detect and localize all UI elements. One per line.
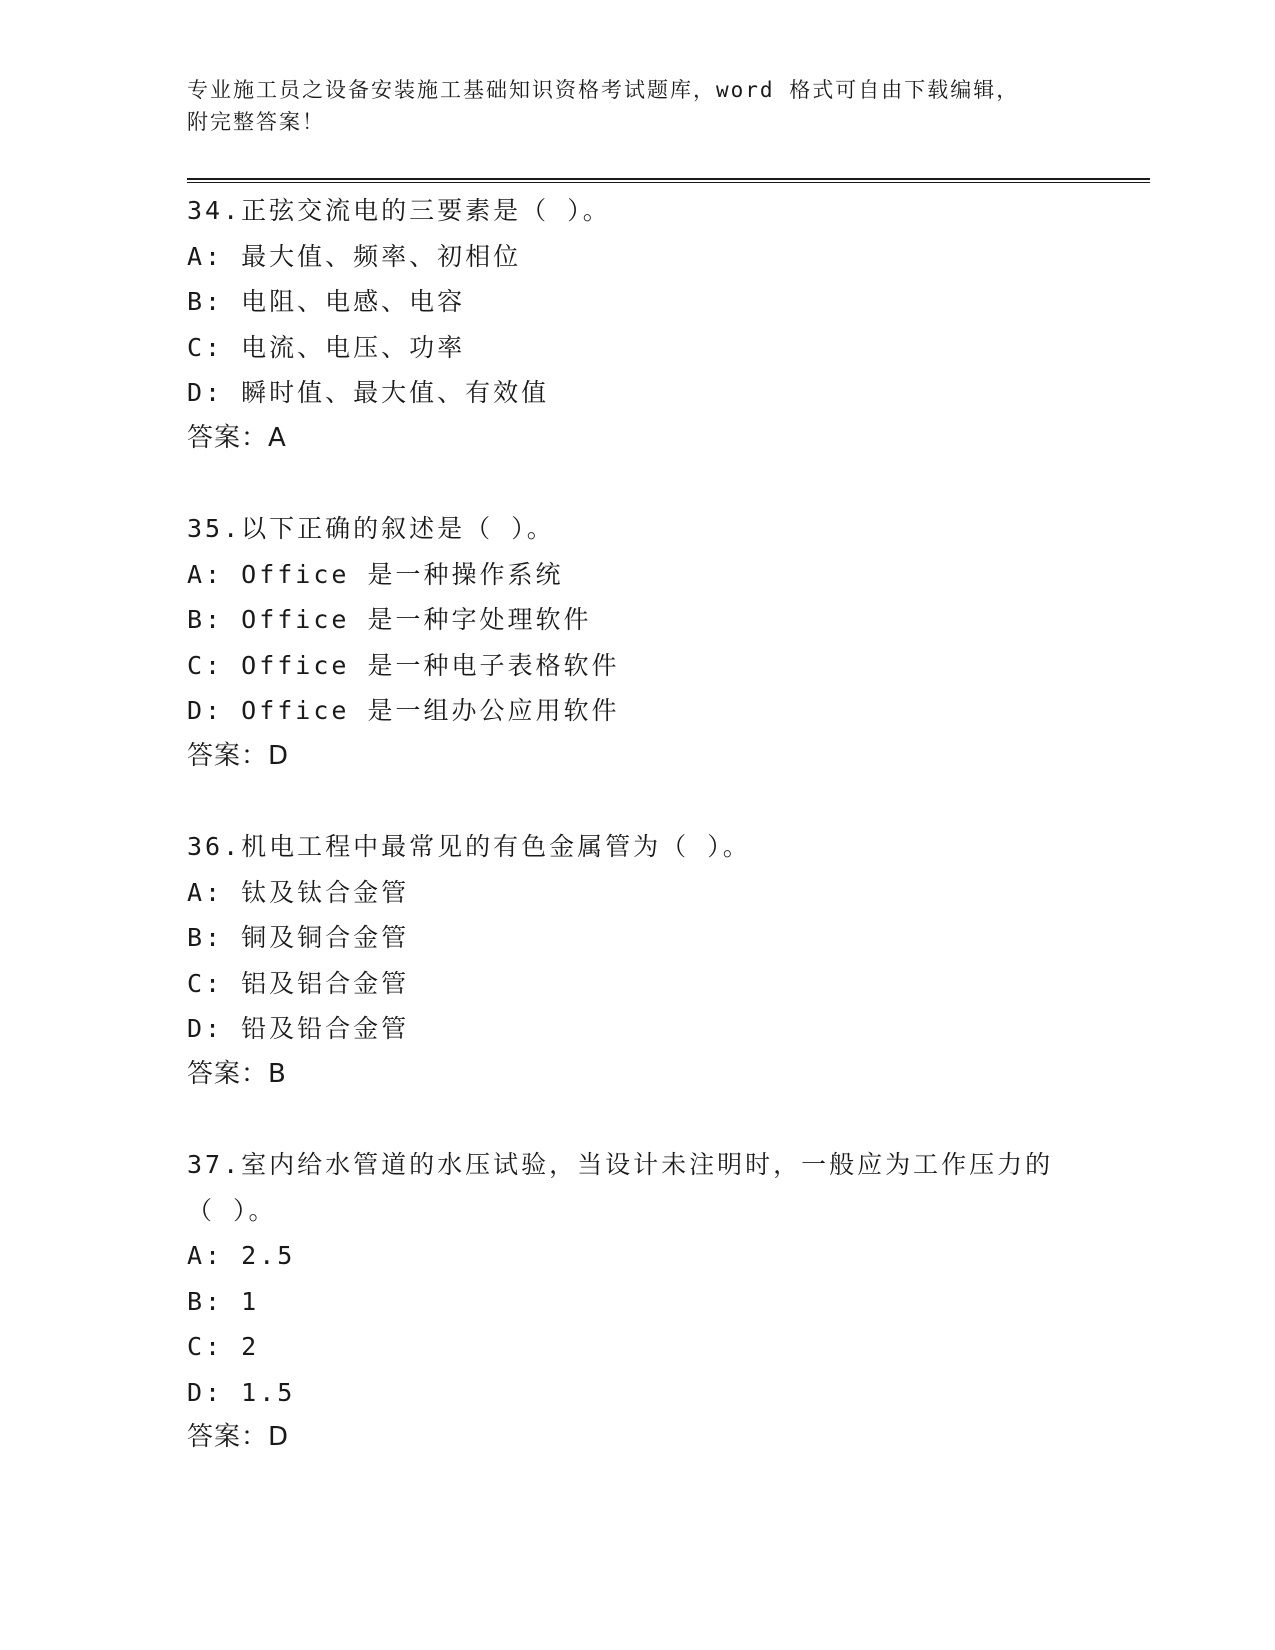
option-c: C: 铝及铝合金管 [187,968,410,998]
option-d: D: 铅及铅合金管 [187,1014,410,1043]
header-divider-thin [187,182,1150,183]
header-divider-thick [187,178,1150,180]
question-stem: 34.正弦交流电的三要素是（ ）。 [187,196,611,225]
answer-label: 答案：B [187,1058,287,1089]
answer-label: 答案：D [187,740,290,771]
question-36 [187,824,1087,1097]
question-stem: 37.室内给水管道的水压试验，当设计未注明时，一般应为工作压力的 [187,1150,1054,1179]
option-b: B: 电阻、电感、电容 [187,287,466,316]
option-b: B: Office 是一种字处理软件 [187,605,592,634]
option-b: B: 1 [187,1286,260,1316]
answer-label: 答案：A [187,422,287,453]
question-37 [187,1142,1087,1461]
answer-label: 答案：D [187,1422,290,1452]
question-35 [187,506,1087,779]
header-line-1: 专业施工员之设备安装施工基础知识资格考试题库，word 格式可自由下载编辑， [187,78,1020,102]
option-a: A: 钛及钛合金管 [187,877,410,907]
option-a: A: Office 是一种操作系统 [187,559,564,589]
option-c: C: 电流、电压、功率 [187,332,466,362]
document-header [187,74,1067,138]
option-c: C: Office 是一种电子表格软件 [187,650,620,680]
question-stem-continued: （ ）。 [187,1195,277,1225]
option-d: D: Office 是一组办公应用软件 [187,696,620,725]
question-stem: 36.机电工程中最常见的有色金属管为（ ）。 [187,832,751,861]
option-c: C: 2 [187,1332,260,1361]
option-d: D: 瞬时值、最大值、有效值 [187,378,550,407]
question-stem: 35.以下正确的叙述是（ ）。 [187,514,555,543]
option-a: A: 最大值、频率、初相位 [187,241,522,271]
option-a: A: 2.5 [187,1241,296,1270]
header-line-2: 附完整答案！ [187,110,325,134]
option-d: D: 1.5 [187,1377,296,1407]
question-34 [187,188,1087,461]
option-b: B: 铜及铜合金管 [187,923,410,952]
